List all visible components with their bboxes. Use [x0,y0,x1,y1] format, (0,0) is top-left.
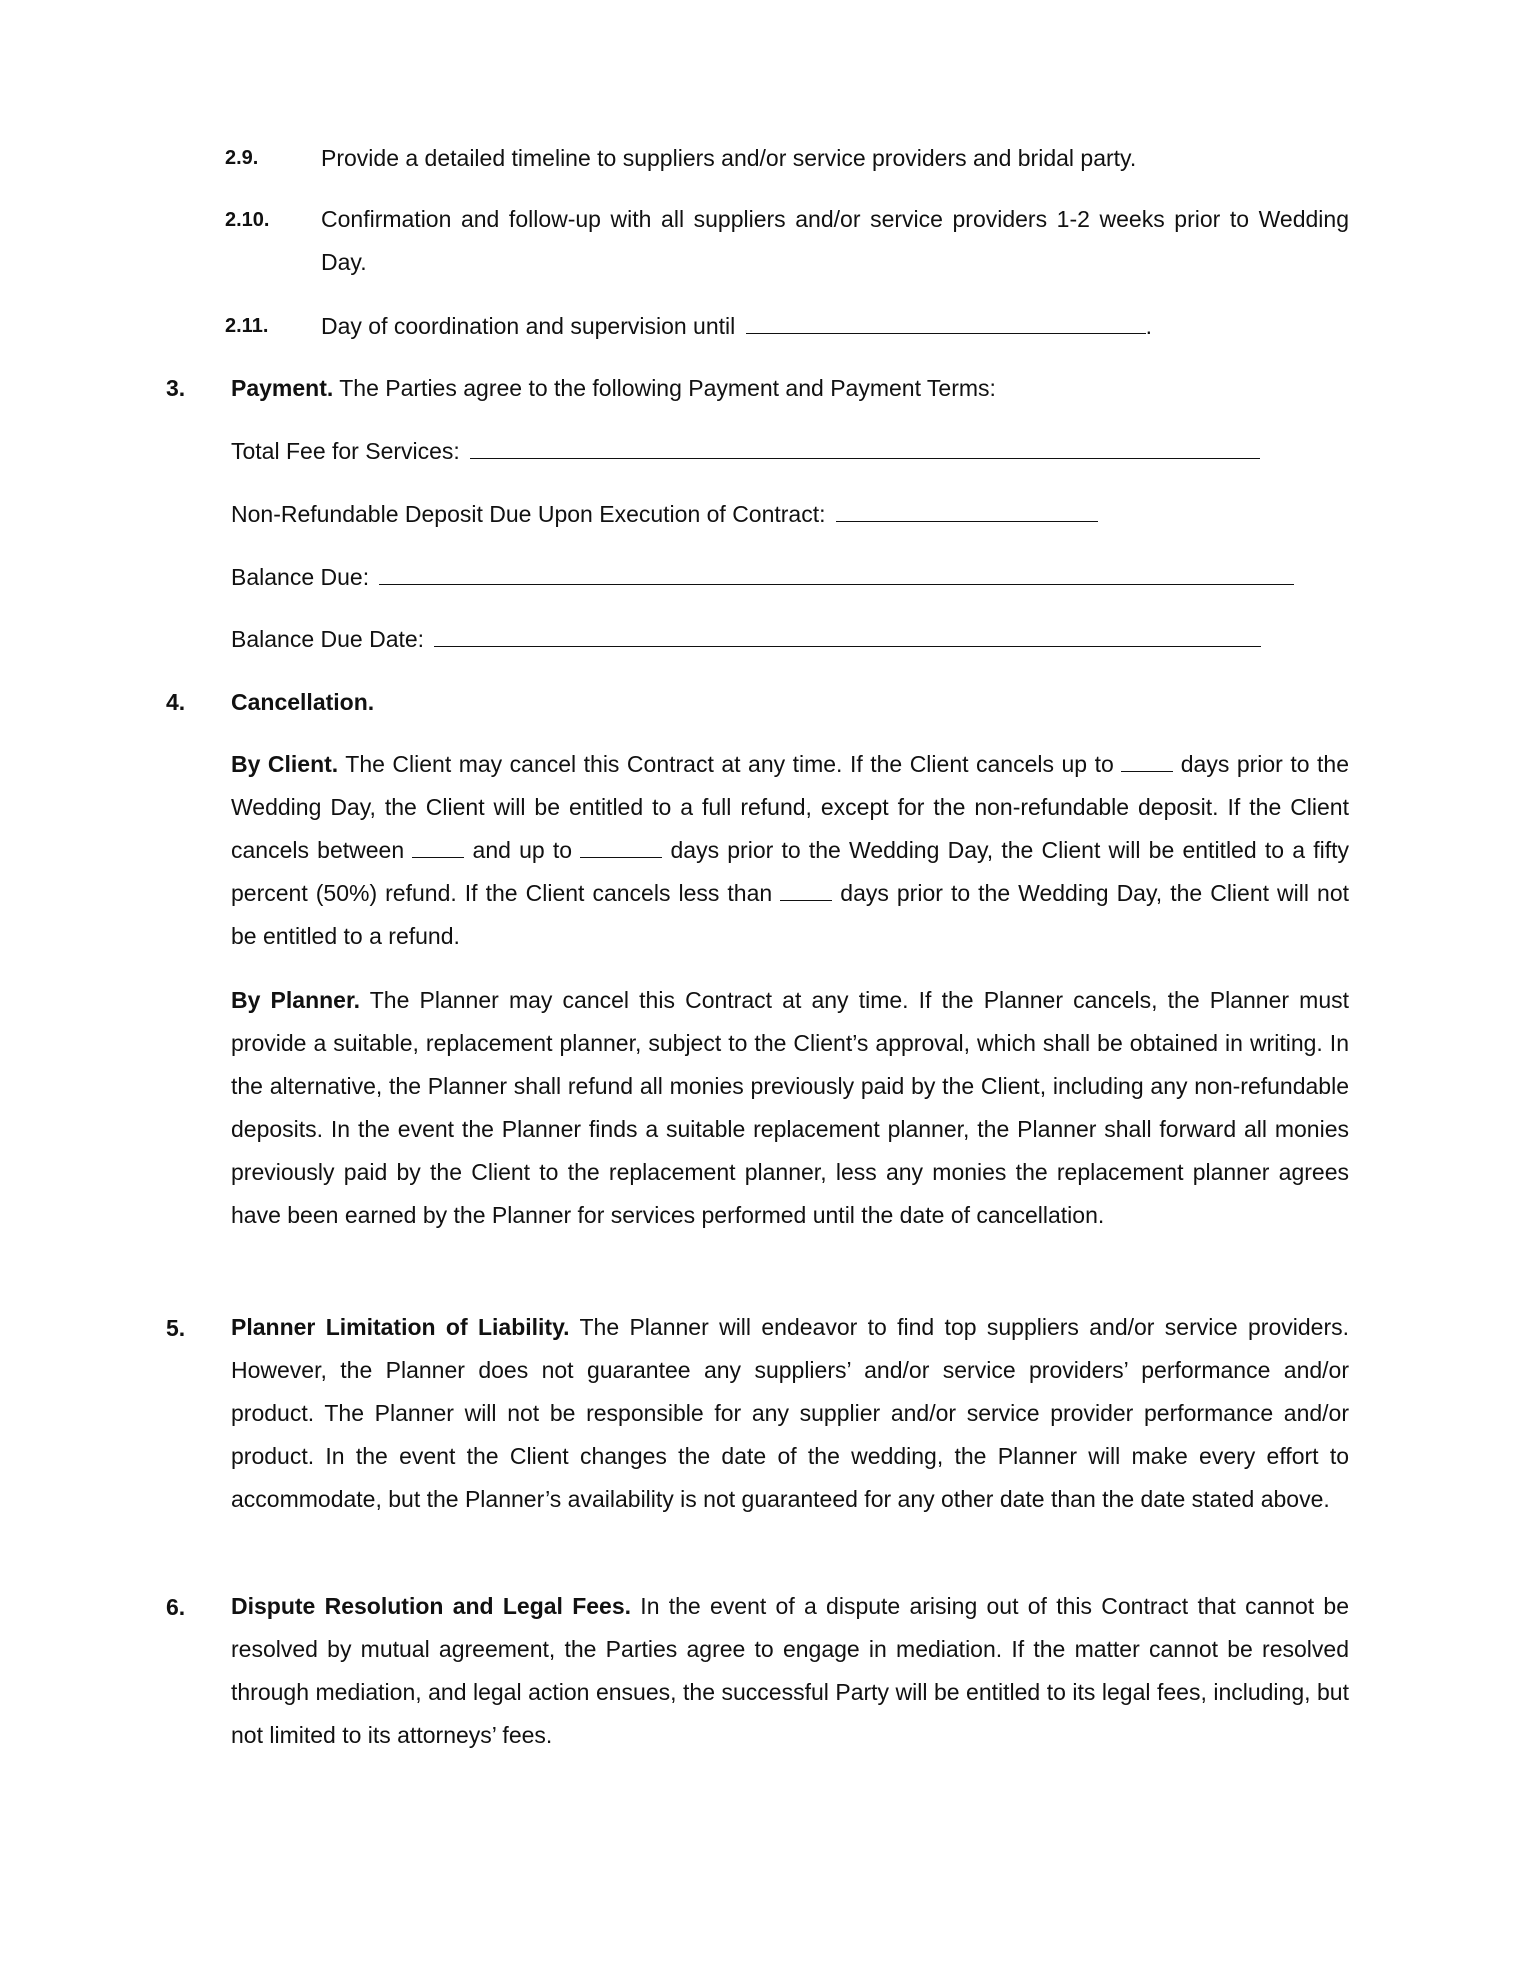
by-client-paragraph [231,743,1349,958]
deposit-row [231,499,1098,529]
dispute-text: In the event of a dispute arising out of this Contract that cannot be resolved by mutual agreement, the Parties agree to engage in mediation. If the matter cannot be resolved through mediation, and legal action ensues, the successful Party will be entitled to its legal fees, including, but not limited to its attorneys’ fees. [231,1593,1349,1748]
balance-due-label: Balance Due: [231,564,370,590]
section-number-6: 6. [166,1594,186,1620]
dispute-paragraph [231,1585,1349,1757]
dispute-heading: Dispute Resolution and Legal Fees. [231,1593,632,1619]
section-number-4: 4. [166,689,186,715]
total-fee-blank[interactable] [470,436,1260,459]
balance-due-date-blank[interactable] [434,624,1261,647]
limitation-heading: Planner Limitation of Liability. [231,1314,570,1340]
by-client-text-1: The Client may cancel this Contract at any time. If the Client cancels up to [338,751,1122,777]
full-refund-days-blank[interactable] [1121,749,1173,772]
by-client-heading: By Client. [231,751,339,777]
total-fee-label: Total Fee for Services: [231,438,460,464]
by-client-text-3: and up to [464,837,581,863]
section-number-2-11: 2.11. [225,315,269,337]
by-planner-heading: By Planner. [231,987,361,1013]
deposit-blank[interactable] [836,499,1098,522]
by-planner-paragraph [231,979,1349,1237]
deposit-label: Non-Refundable Deposit Due Upon Execution of Contract: [231,501,826,527]
section-2-11-period: . [1145,313,1153,339]
by-client-text-5: days prior to the Wedding Day, the Client will not be entitled to a refund. [231,880,1349,949]
cancellation-heading: Cancellation. [231,689,375,715]
no-refund-days-blank[interactable] [780,878,832,901]
by-planner-text: The Planner may cancel this Contract at any time. If the Planner cancels, the Planner must provide a suitable, replacement planner, subject to the Client’s approval, which shall be obtained in writing. In the alternative, the Planner shall refund all monies previously paid by the Client, including any non-refundable deposits. In the event the Planner finds a suitable replacement planner, the Planner shall forward all monies previously paid by the Client to the replacement planner, less any monies the replacement planner agrees have been earned by the Planner for services performed until the date of cancellation. [231,987,1350,1228]
by-client-text-4: days prior to the Wedding Day, the Client will be entitled to a fifty percent (50%) refund. If the Client cancels less than [231,837,1349,906]
supervision-until-blank[interactable] [746,311,1146,334]
section-2-9-text: Provide a detailed timeline to suppliers and/or service providers and bridal party. [321,145,1137,171]
section-number-2-10: 2.10. [225,209,270,231]
payment-heading: Payment. [231,375,334,401]
payment-intro: The Parties agree to the following Payment and Payment Terms: [333,375,996,401]
balance-due-date-row [231,624,1261,654]
balance-due-date-label: Balance Due Date: [231,626,425,652]
section-2-10-text: Confirmation and follow-up with all suppliers and/or service providers 1-2 weeks prior to Wedding Day. [321,206,1349,275]
limitation-paragraph [231,1306,1349,1521]
section-number-3: 3. [166,375,186,401]
balance-due-row [231,562,1294,592]
section-number-5: 5. [166,1315,186,1341]
limitation-text: The Planner will endeavor to find top suppliers and/or service providers. However, the Planner does not guarantee any suppliers’ and/or service providers’ performance and/or product. The Planner will not be responsible for any supplier and/or service provider performance and/or product. In the event the Client changes the date of the wedding, the Planner will make every effort to accommodate, but the Planner’s availability is not guaranteed for any other date than the date stated above. [231,1314,1349,1512]
partial-refund-from-days-blank[interactable] [412,835,464,858]
balance-due-blank[interactable] [379,562,1294,585]
section-2-11-line [321,311,1152,341]
partial-refund-to-days-blank[interactable] [580,835,662,858]
section-number-2-9: 2.9. [225,147,259,169]
section-2-11-text: Day of coordination and supervision until [321,313,736,339]
total-fee-row [231,436,1260,466]
cancellation-heading-line [231,687,374,717]
section-3-line [231,373,996,403]
by-client-text-2: days prior to the Wedding Day, the Client will be entitled to a full refund, except for the non-refundable deposit. If the Client cancels between [231,751,1349,863]
